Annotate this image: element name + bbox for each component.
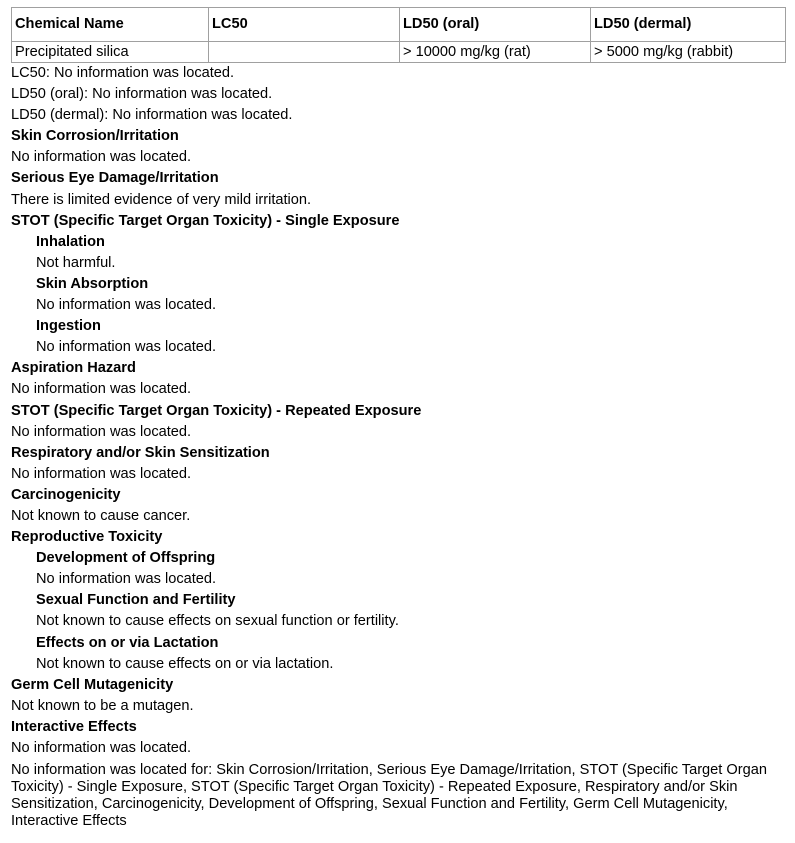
mutagenicity-text: Not known to be a mutagen. xyxy=(11,697,194,714)
header-ld50-dermal: LD50 (dermal) xyxy=(591,8,786,42)
lactation-text: Not known to cause effects on or via lactation. xyxy=(36,655,334,672)
header-lc50: LC50 xyxy=(209,8,400,42)
interactive-effects-text: No information was located. xyxy=(11,740,192,756)
inhalation-heading: Inhalation xyxy=(36,233,105,250)
fertility-heading: Sexual Function and Fertility xyxy=(36,592,236,609)
carcinogenicity-heading: Carcinogenicity xyxy=(11,486,121,503)
aspiration-heading: Aspiration Hazard xyxy=(11,360,136,377)
lc50-note: LC50: No information was located. xyxy=(11,65,235,81)
table-header-row xyxy=(12,8,786,42)
interactive-effects-heading: Interactive Effects xyxy=(11,718,137,735)
eye-damage-text: There is limited evidence of very mild irritation. xyxy=(11,191,312,208)
inhalation-text: Not harmful. xyxy=(36,254,116,271)
stot-single-heading: STOT (Specific Target Organ Toxicity) - Single Exposure xyxy=(11,212,400,229)
lactation-heading: Effects on or via Lactation xyxy=(36,634,219,651)
ingestion-heading: Ingestion xyxy=(36,318,101,335)
skin-corrosion-text: No information was located. xyxy=(11,149,192,166)
toxicology-content xyxy=(11,63,785,830)
sensitization-text: No information was located. xyxy=(11,465,192,482)
cell-lc50 xyxy=(209,42,400,63)
header-chemical-name: Chemical Name xyxy=(12,8,209,42)
mutagenicity-heading: Germ Cell Mutagenicity xyxy=(11,676,174,693)
carcinogenicity-text: Not known to cause cancer. xyxy=(11,507,191,524)
stot-repeated-heading: STOT (Specific Target Organ Toxicity) - Repeated Exposure xyxy=(11,402,422,419)
stot-repeated-text: No information was located. xyxy=(11,423,192,440)
offspring-text: No information was located. xyxy=(36,571,217,588)
skin-absorption-text: No information was located. xyxy=(36,297,217,314)
ingestion-text: No information was located. xyxy=(36,339,217,356)
ld50-dermal-note: LD50 (dermal): No information was located. xyxy=(11,107,293,124)
aspiration-text: No information was located. xyxy=(11,381,192,398)
ld50-oral-note: LD50 (oral): No information was located. xyxy=(11,86,273,103)
sensitization-heading: Respiratory and/or Skin Sensitization xyxy=(11,444,270,461)
cell-ld50-oral: > 10000 mg/kg (rat) xyxy=(400,42,591,63)
skin-absorption-heading: Skin Absorption xyxy=(36,275,149,292)
table-row xyxy=(12,42,786,63)
toxicity-table xyxy=(11,7,786,63)
fertility-text: Not known to cause effects on sexual function or fertility. xyxy=(36,613,399,630)
cell-chemical-name: Precipitated silica xyxy=(12,42,209,63)
no-information-summary: No information was located for: Skin Corrosion/Irritation, Serious Eye Damage/Irritation, STOT (Specific Target Organ Toxicity) - Single Exposure, STOT (Specific Target Organ Toxicity) - Repeated Exposure, Respiratory and/or Skin Sensitization, Carcinogenicity, Development of Offspring, Sexual Function and Fertility, Germ Cell Mutagenicity, Interactive Effects xyxy=(11,762,767,830)
reproductive-heading: Reproductive Toxicity xyxy=(11,529,163,546)
header-ld50-oral: LD50 (oral) xyxy=(400,8,591,42)
skin-corrosion-heading: Skin Corrosion/Irritation xyxy=(11,128,179,145)
offspring-heading: Development of Offspring xyxy=(36,550,216,567)
eye-damage-heading: Serious Eye Damage/Irritation xyxy=(11,170,219,187)
cell-ld50-dermal: > 5000 mg/kg (rabbit) xyxy=(591,42,786,63)
